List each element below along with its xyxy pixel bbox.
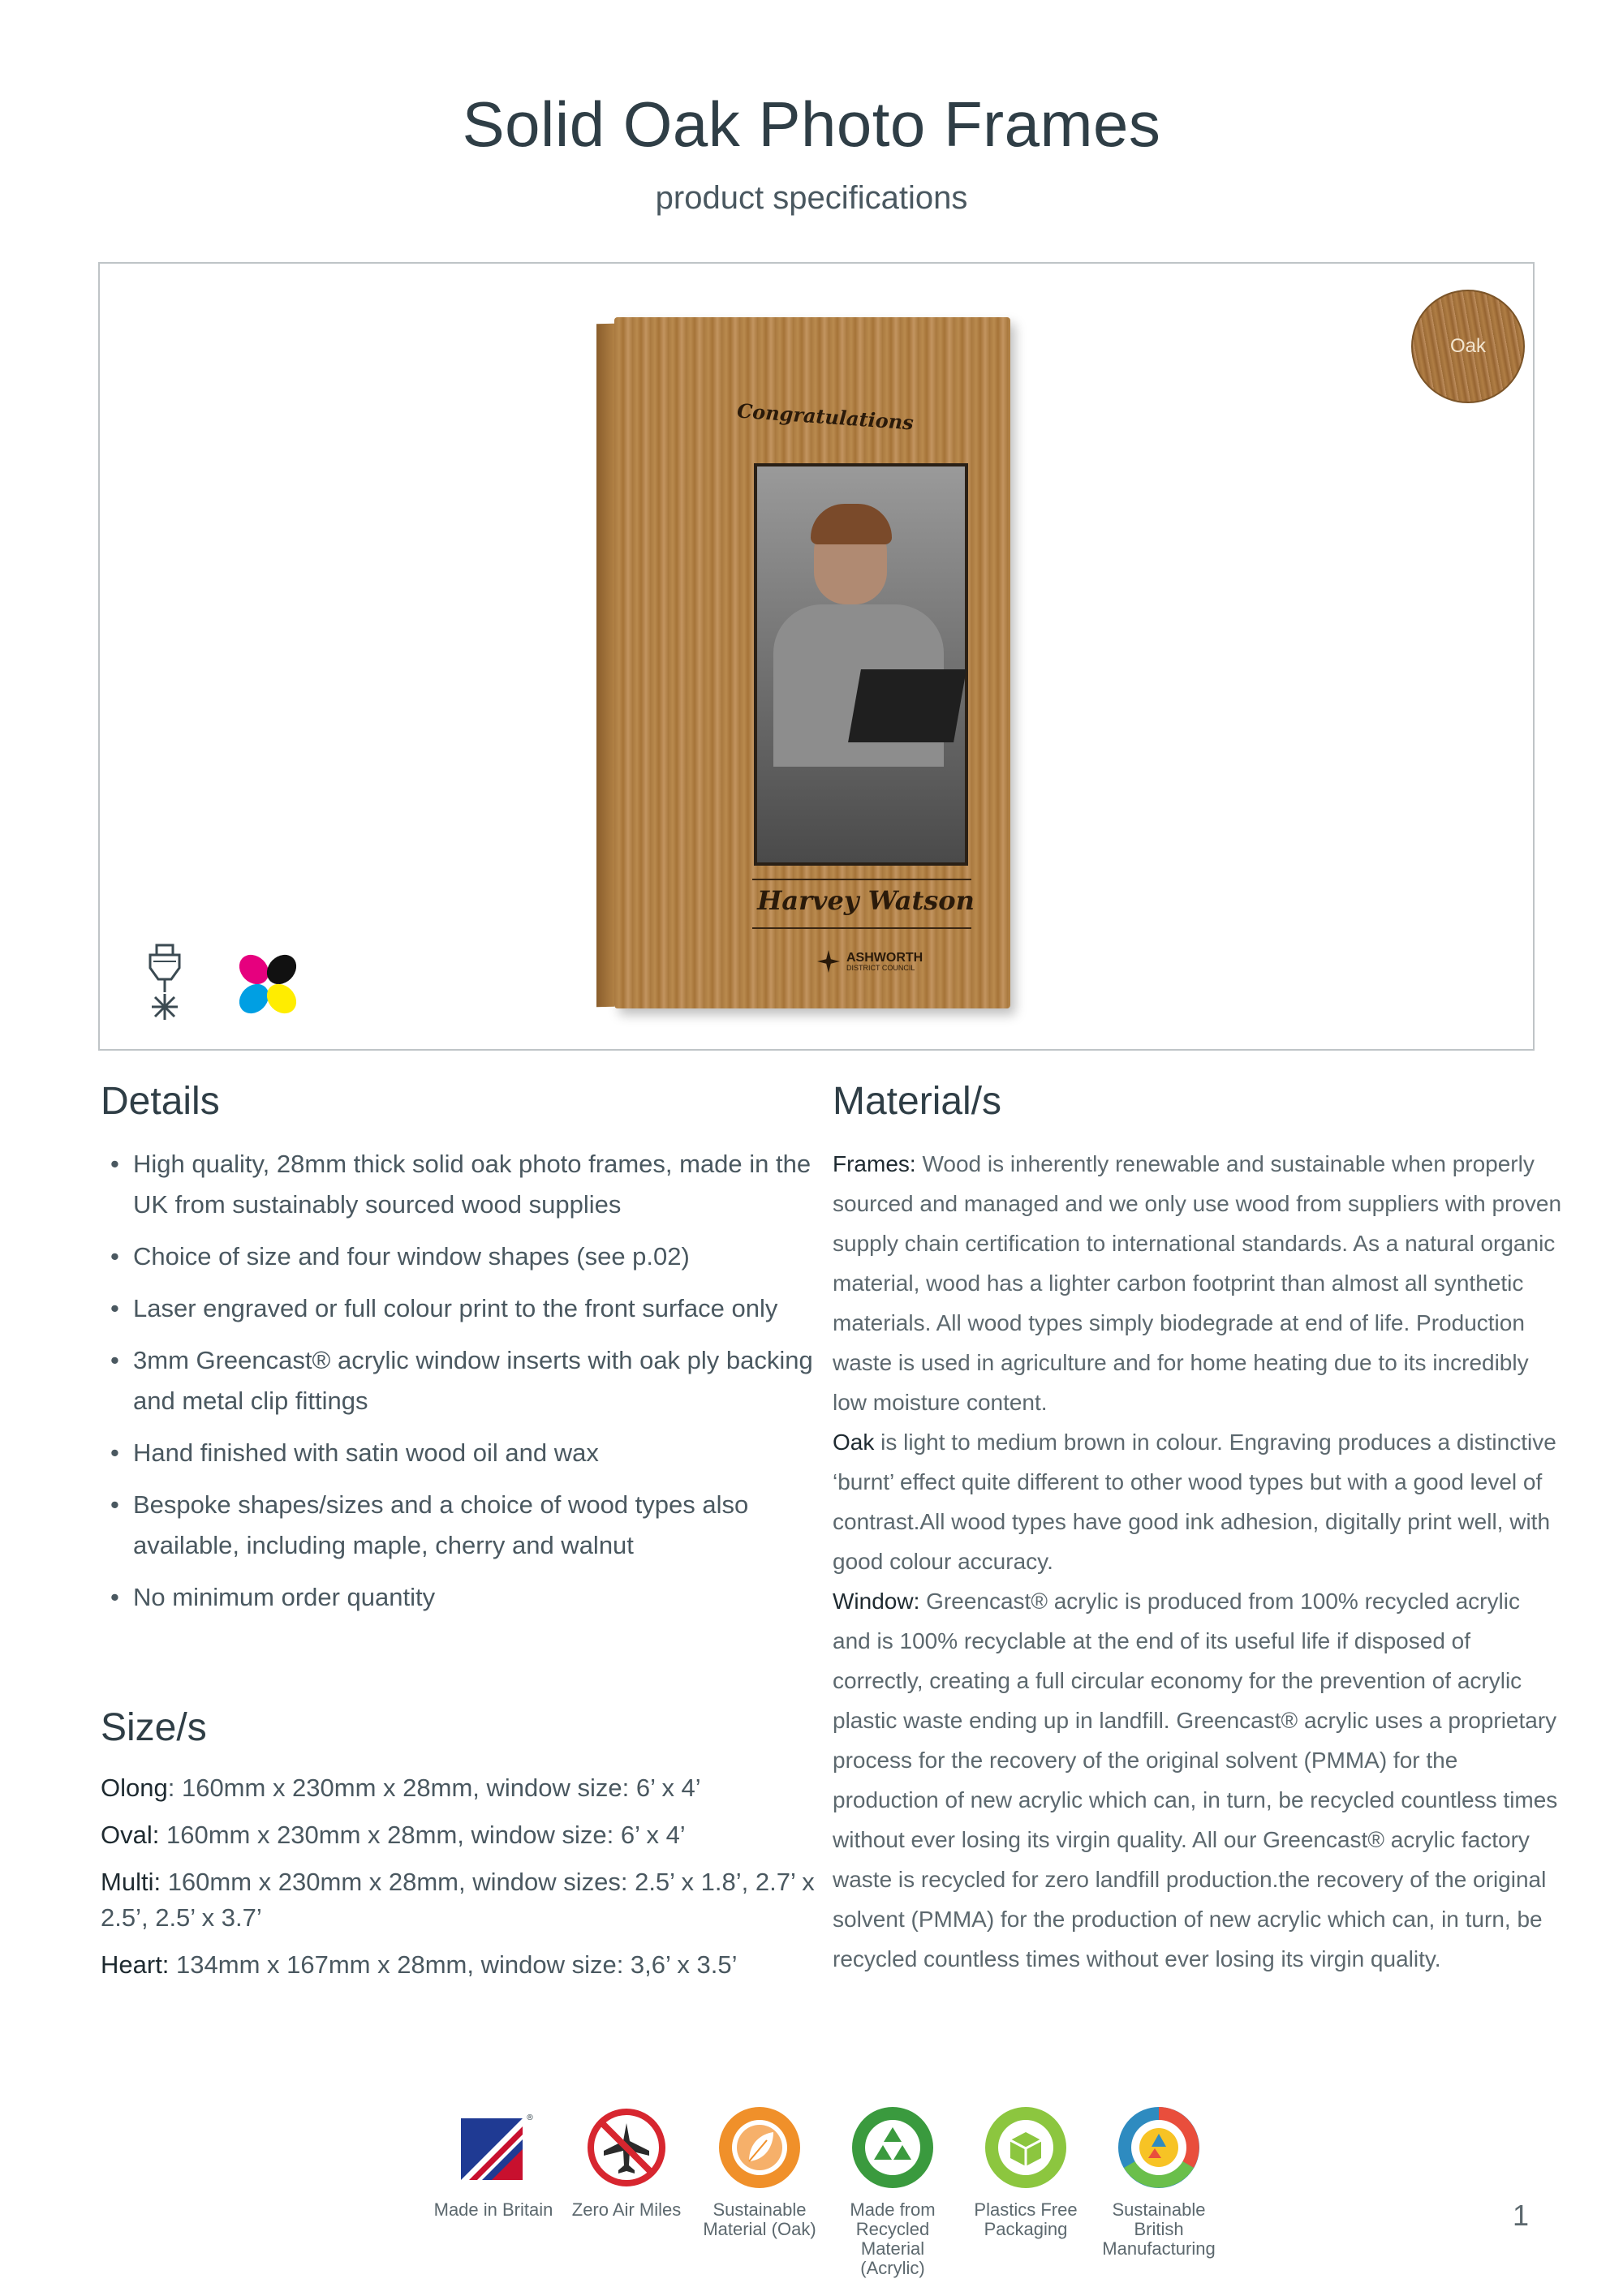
- details-heading: Details: [101, 1080, 220, 1123]
- frames-paragraph: [833, 1144, 1563, 1422]
- badge-recycled-material: [826, 2103, 959, 2278]
- frame-photo: [754, 463, 968, 866]
- size-text: 134mm x 167mm x 28mm, window size: 3,6’ x 3.5’: [169, 1950, 738, 1979]
- size-text: 160mm x 230mm x 28mm, window sizes: 2.5’ x 1.8’, 2.7’ x 2.5’, 2.5’ x 3.7’: [101, 1868, 815, 1932]
- page-title: Solid Oak Photo Frames: [462, 88, 1161, 160]
- leaf-icon: [715, 2103, 804, 2192]
- size-label: Heart:: [101, 1950, 170, 1979]
- oak-label: Oak: [833, 1430, 875, 1455]
- badge-label: Made from Recycled Material (Acrylic): [850, 2199, 936, 2278]
- badge-label: Plastics Free Packaging: [974, 2199, 1078, 2239]
- product-image-panel: [98, 262, 1535, 1051]
- size-row: [101, 1947, 815, 1983]
- details-item: • Hand finished with satin wood oil and wax: [110, 1433, 824, 1473]
- frame-engraving-logo: [817, 950, 923, 973]
- window-text: Greencast® acrylic is produced from 100% recycled acrylic and is 100% recyclable at the end of its useful life if disposed of correctly, creating a full circular economy for the prevention of acrylic plastic waste ending up in landfill. Greencast® acrylic uses a proprietary process for the recovery of the original solvent (PMMA) for the production of new acrylic which can, in turn, be recycled countless times without ever losing its virgin quality. All our Greencast® acrylic factory waste is recycled for zero landfill production.the recovery of the original solvent (PMMA) for the production of new acrylic which can, in turn, be recycled countless times without ever losing its virgin quality.: [833, 1589, 1558, 1971]
- badge-sustainable-material: [693, 2103, 826, 2278]
- size-row: [101, 1770, 815, 1806]
- svg-text:®: ®: [526, 2113, 534, 2122]
- size-label: Oval:: [101, 1821, 160, 1849]
- logo-line-2: DISTRICT COUNCIL: [846, 963, 915, 972]
- details-item: • High quality, 28mm thick solid oak photo frames, made in the UK from sustainably sourced wood supplies: [110, 1144, 824, 1225]
- materials-heading: Material/s: [833, 1080, 1002, 1123]
- details-list: [110, 1144, 824, 1629]
- size-text: : 160mm x 230mm x 28mm, window size: 6’ x 4’: [167, 1774, 701, 1802]
- details-item: • 3mm Greencast® acrylic window inserts with oak ply backing and metal clip fittings: [110, 1340, 824, 1421]
- details-item: • No minimum order quantity: [110, 1577, 824, 1618]
- badge-plastics-free: [959, 2103, 1092, 2278]
- details-item: • Laser engraved or full colour print to the front surface only: [110, 1288, 824, 1329]
- details-item: • Choice of size and four window shapes (see p.02): [110, 1236, 824, 1277]
- sustainability-badges: [427, 2103, 1225, 2278]
- size-text: 160mm x 230mm x 28mm, window size: 6’ x 4’: [159, 1821, 686, 1849]
- frame-engraving-top: Congratulations: [736, 398, 915, 435]
- council-logo-icon: [817, 950, 840, 973]
- swatch-label: Oak: [1449, 335, 1486, 357]
- badge-made-in-britain: [427, 2103, 560, 2278]
- window-label: Window:: [833, 1589, 920, 1614]
- reduce-reuse-recycle-icon: [1114, 2103, 1203, 2192]
- window-paragraph: [833, 1581, 1563, 1979]
- size-row: [101, 1864, 815, 1936]
- frames-text: Wood is inherently renewable and sustainable when properly sourced and managed and we only use wood from suppliers with proven supply chain certification to international standards. As a natural organic material, wood has a lighter carbon footprint than almost all synthetic materials. All wood types simply biodegrade at end of life. Production waste is used in agriculture and for home heating due to its incredibly low moisture content.: [833, 1151, 1562, 1415]
- recycle-icon: [848, 2103, 937, 2192]
- badge-label: Made in Britain: [433, 2199, 553, 2220]
- frame-engraving-line: [752, 879, 971, 880]
- oak-text: is light to medium brown in colour. Engraving produces a distinctive ‘burnt’ effect quite different to other wood types but with a good level of contrast.All wood types have good ink adhesion, digitally print well, with good colour accuracy.: [833, 1430, 1556, 1574]
- frames-label: Frames:: [833, 1151, 916, 1176]
- badge-label: Sustainable British Manufacturing: [1102, 2199, 1216, 2259]
- sizes-list: [101, 1770, 815, 1994]
- photo-laptop: [848, 669, 966, 742]
- oak-paragraph: [833, 1422, 1563, 1581]
- oak-swatch: [1411, 290, 1525, 403]
- badge-label: Zero Air Miles: [571, 2199, 682, 2220]
- size-label: Multi:: [101, 1868, 161, 1896]
- badge-british-manufacturing: [1092, 2103, 1225, 2278]
- no-plane-icon: [582, 2103, 671, 2192]
- size-row: [101, 1817, 815, 1853]
- materials-text: [833, 1144, 1563, 1979]
- logo-line-1: ASHWORTH: [846, 950, 923, 965]
- details-item: • Bespoke shapes/sizes and a choice of wood types also available, including maple, cherry and walnut: [110, 1485, 824, 1566]
- photo-person-hair: [811, 504, 892, 544]
- page-subtitle: product specifications: [655, 180, 968, 216]
- frame-engraving-name: Harvey Watson: [757, 885, 975, 916]
- frame-engraving-line: [752, 927, 971, 929]
- full-colour-print-icon: [231, 948, 304, 1025]
- badge-zero-air-miles: [560, 2103, 693, 2278]
- box-icon: [981, 2103, 1070, 2192]
- page-number: 1: [1513, 2199, 1530, 2232]
- union-flag-icon: [449, 2103, 538, 2192]
- laser-engrave-icon: [139, 944, 191, 1025]
- oak-frame-illustration: [614, 317, 1010, 1008]
- badge-label: Sustainable Material (Oak): [703, 2199, 816, 2239]
- size-label: Olong: [101, 1774, 168, 1802]
- sizes-heading: Size/s: [101, 1706, 207, 1749]
